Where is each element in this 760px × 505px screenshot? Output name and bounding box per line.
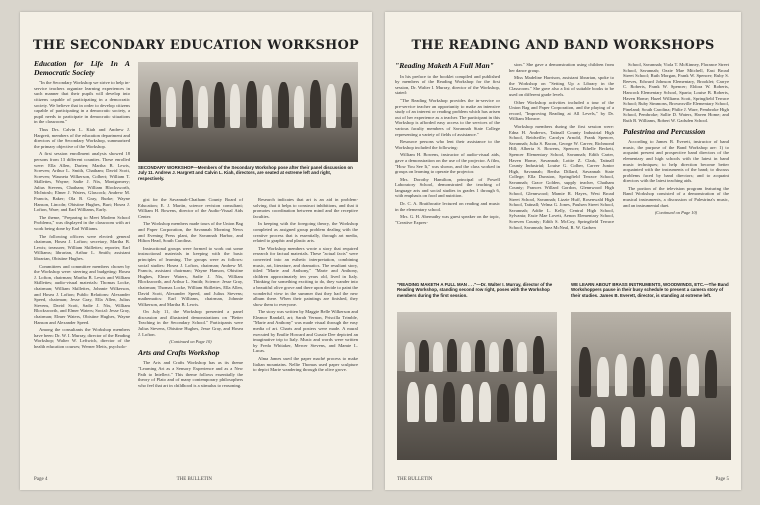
paragraph: Alma James used the paper maché process to make Italian mountains. Nellie Thomas used paper sculpture to depict Marie wandering through the olive grove. bbox=[253, 356, 358, 373]
paragraph: Workshop members during the first session were: Edna H. Andrews, Tattnall County Industrial High School, Reidsville; Carolyn Arnold, Frank Spencer, Savannah; Julia S. Bacon, George W. Carver, Richmond Hill; Alberta S. Bowens, Spencer; Ethelle Beckett, Spencer Elementary School, Savannah; Edith Carter, Haven Home, Savannah; Lottie Z. Clark, Tattnall County Industrial; Louise G. Colber, Carver Junior High, Savannah; Bertha Dillard, Savannah State College; Ella Dunston, Springfield Terrace School, Savannah; Grace Golden, supply teacher, Chatham County; Frances Willard Gordon, Glennwood High School, Glennwood; Mamie R. Hayes, West Broad Street School, Savannah; Lizzie Huff, Rosenwald High School, Tattnall; Velma G. Jones, Paulsen Street School, Savannah; Addie L. Kelly, Central High School, Sylvania; Essie Mae Lovett, Aenon Elementary School, Screven County; Edith S. McCoy, Springfield Terrace School, Savannah; Inez McNeal, R. W. Gadsen bbox=[509, 123, 614, 230]
paragraph: William H. Bowens, instructor of audio-visual aids, gave a demonstration on the use of the projector. A film, "How You See It," was shown, and the class worked in groups on learning to operate the projector. bbox=[395, 152, 500, 175]
paragraph: "The Reading Workshop provides the in-service or pre-service teacher an opportunity to make an intensive study of an interest or reading problem which has arisen out of her experience as a teacher. The participant in this Workshop is afforded easy access to the services of the various faculty members of Savannah State College representing a variety of fields of assistance." bbox=[395, 97, 500, 137]
band-workshop-photo bbox=[571, 312, 731, 460]
left-column-2 bbox=[138, 197, 243, 462]
paragraph: Resource persons who lent their assistance to the Workshop included the following: bbox=[395, 139, 500, 150]
right-page-title: THE READING AND BAND WORKSHOPS bbox=[411, 38, 715, 53]
reading-photo-caption: "READING MAKETH A FULL MAN . . ."—Dr. Walter I. Murray, director of the Reading Workshop, standing second row right, poses with the Workshop members during the first session. bbox=[397, 282, 553, 298]
paragraph: Among the consultants the Workshop members have been: Dr. W. I. Murray, director of the Reading Workshop; Walter W. Leftwich, director of the health education courses; Werner Metts, psycholo- bbox=[34, 327, 131, 349]
band-photo-caption: WE LEARN ABOUT BRASS INSTRUMENTS, WOODWINDS, ETC.—The Band Workshoppers pause in their busy schedule to present a camera story of their studies. James B. Everett, director, is standing at extreme left. bbox=[571, 282, 729, 298]
continued-note: (Continued on Page 10) bbox=[169, 339, 212, 345]
paragraph: The portion of the television program featuring the Band Workshop consisted of a demonstration of the musical instruments, a discussion of Palestrina's music, and an instrumental duet. bbox=[623, 185, 729, 208]
paragraph: Research indicates that art is an aid in problem-solving, that it helps to construct inhibitions, and that it promotes coordination between mind and the receptive faculties. bbox=[253, 197, 358, 219]
paragraph: Instructional groups were formed to work out some instructional materials in keeping with the basic principles of learning. The groups were as follows: social studies: Hosea J. Lofton, chairman; Andrew M. Francis, assistant chairman; Wayne Hanson, Obistine Hughes, Elmer Waters, Sadie J. Nix, William Blocksworth, and Arthur L. Smith; Science: Jesse Gray, chairman; Thomas Locke, William Skillettes, Ella Allen, David Scott, Alexander Speed, and Julius Stevens; mathematics: Earl Williams, chairman, Johnnie Wilkerson, and Martha B. Lewis. bbox=[138, 245, 243, 307]
col1-heading: Education for Life In A Democratic Society bbox=[34, 59, 130, 77]
paragraph: The story was written by Maggie Belle Wilkerson and Eleanor Randall, art; Sarah Vernon, Priscilla Trimble, "Marie and Anthony" was made visual through the easy media of art. Charts and posters were made. A mural executed by Emilie Howard and Gussie Dee depicted an imaginative trip to Italy. Music and words were written by Freda Whitaker, Mercer Stevens, and Mamie L. Lucas. bbox=[253, 309, 358, 354]
paragraph: The Arts and Crafts Workshop has as its theme "Learning Art as a Sensory Experience and as a New Path to Intellect." This theme follows essentially the theory of Plato and of many contemporary philosophers who feel that art in childhood is a stimulus to reasoning. bbox=[138, 360, 243, 388]
paragraph: Committees and committee members chosen by the Workshop were: steering and budgeting: Hosea J. Lofton, chairman; Martha B. Lewis and William Skillettes; audio-visual materials: Thomas Locke, chairman; William Skillettes, Johnnie Wilkerson, and Hosea J. Lofton; Public Relations: Alexander Speed, chairman; Jesse Gray, Ella Allen, Julius Stevens, David Scott, Sadie J. Nix, William Blocksworth, and Elmer Waters; Social: Jesse Gray, chairman; Elmer Waters, Obistine Hughes, Wayne Hanson and Alexander Speed. bbox=[34, 263, 130, 325]
paragraph: According to James B. Everett, instructor of band music, the purpose of the Band Workshop are: 1) to acquaint present and prospective band directors of the elementary and high schools with the latest in band music techniques; to help direction become better acquainted with the instruments of the band; to discuss problems faced by band directors; and to acquaint directors with the latest teaching aids. bbox=[623, 139, 729, 184]
publication-name: THE BULLETIN bbox=[397, 477, 433, 482]
paragraph: A first session enrollment analysis showed 18 persons from 13 different counties. These enrolled were: Ella Allen, Darien; Martha B. Lewis, Screven; Arthur L. Smith, Chatham; David Scott, Screven; Wauneta Wilkerson, Colbert; William T. Skillettes, Wayne; Sadie J. Nix, Montgomery; Julius Stevens, Chatham; William Blocksworth, McIntosh; Elmer J. Waters, Glascock; Andrew M. Francis, Baker; Ola B. Gray, Burke; Wayne Hanson, Lincoln; Obistine Hughes, Burt; Hosea J. Lofton, Ware; and Earl Williams, Early. bbox=[34, 151, 130, 213]
paragraph: On July 11, the Workshop presented a panel discussion and illustrated demonstrations on "Better Teaching in the Secondary School." Participants were Julius Stevens, Obistine Hughes, Jesse Gray, and Hosea J. Lofton. bbox=[138, 309, 243, 337]
right-column-1 bbox=[395, 62, 500, 277]
paragraph: The Workshop members wrote a story that required research for factual materials. These "actual facts" were converted into an esthetic interpretation, combining music, art, literature, and dramatics. The resultant story, titled "Marie and Anthony," "Marie and Anthony, children approximately ten years old, lived in Italy. Thinking for something exciting to do, they wander into a beautiful olive grove and there upon decide to paint the wonderful view in the summer that they had the new album there. When their paintings are finished, they show them to everyone. bbox=[253, 245, 358, 307]
photo-caption: SECONDARY WORKSHOP—Members of the Secondary Workshop pose after their panel discussion on July 11. Andrew J. Hargrett and Calvin L. Kiah, directors, are seated at extreme left and right, respectively. bbox=[138, 165, 353, 181]
paragraph: Mrs. Dorothy Hamilton, principal of Powell Laboratory School, demonstrated the teaching of language arts and social studies in grades 1 through 6, with emphasis on food and nutrition. bbox=[395, 176, 500, 199]
right-page bbox=[385, 12, 741, 490]
secondary-workshop-photo bbox=[138, 62, 358, 162]
paragraph: Mrs. G. H. Abernathy was guest speaker on the topic, "Creative Expres- bbox=[395, 214, 500, 225]
continued-note: (Continued on Page 10) bbox=[654, 210, 698, 216]
page-number: Page 4 bbox=[34, 477, 48, 482]
left-page bbox=[20, 12, 372, 490]
publication-name: THE BULLETIN bbox=[176, 477, 212, 482]
paragraph: The Workshop members made tours of the Union Bag and Paper Corporation, the Savannah Morning News and Evening Press plant, the Savannah Harbor, and Hilton Head, South Carolina. bbox=[138, 221, 243, 244]
paragraph: sion." She gave a demonstration using children from her dance group. bbox=[509, 62, 614, 73]
right-column-2 bbox=[509, 62, 614, 277]
paragraph: Other Workshop activities included a tour of the Union Bag and Paper Corporation, and the playing of a record, "Improving Reading at All Levels," by Dr. William Monroe. bbox=[509, 99, 614, 122]
col1-heading: "Reading Maketh A Full Man" bbox=[395, 61, 494, 70]
paragraph: gist for the Savannah-Chatham County Board of Education; E. J. Martin, science revision consultant; William H. Bowens, director of the Audio-Visual Aids Center. bbox=[138, 197, 243, 219]
paragraph: The theme, "Preparing to Meet Modern School Problems," was displayed in the classroom with art work being done by Earl Williams. bbox=[34, 214, 130, 232]
right-column-3 bbox=[623, 62, 729, 277]
paragraph: Thus Drs. Calvin L. Kiah and Andrew J. Hargrett, members of the education department and directors of the Secondary Workshop, summarized the primary objective of the Workshop. bbox=[34, 126, 130, 149]
col3-heading: Palestrina and Percussion bbox=[623, 126, 706, 136]
left-column-1 bbox=[34, 60, 130, 462]
paragraph: "In the Secondary Workshop we strive to help in-service teachers organize learning experiences in such manner that their pupils will develop into citizens capable of participating in a democratic society. We believe that in order to develop citizens capable of participating in a democratic society, a pupil needs to participate in democratic situations in the classroom." bbox=[34, 80, 130, 125]
col2-heading: Arts and Crafts Workshop bbox=[138, 347, 220, 357]
paragraph: Dr. C. A. Braithwaite lectured on reading and music in the elementary school. bbox=[395, 201, 500, 212]
paragraph: In keeping with the foregoing theory, the Workshop completed as assigned group problem dealing with the creative process that is essentially, through art media, related to graphic and plastic arts. bbox=[253, 221, 358, 244]
left-page-title: THE SECONDARY EDUCATION WORKSHOP bbox=[33, 38, 359, 53]
left-column-3 bbox=[253, 197, 358, 462]
paragraph: School, Savannah; Viola T. McKinney, Florance Street School, Savannah; Ozzie Mae Mitchell, East Broad Street School; Ruth Morgan, Frank W. Spencer; Ruby S. Reeves, Edward Johnson Elementary, Brooklet; Carrye C. Roberts, Frank W. Spencer; Eldora W. Roberts, Hancock Elementary School, Sparta; Louise B. Roberts, Haven Home; Hazel Williams Scott, Springfield Terrace School; Ruby Simmons, Brownsville Elementary School, Pineland; South Carolina; Philie J. Ware, Pembroke High School, Pembroke; Sallie D. Waters, Haven Home; and Ruth B. Williams, Robert W. Gadsden School. bbox=[623, 62, 729, 123]
page-number: Page 5 bbox=[715, 477, 729, 482]
paragraph: In his preface to the booklet compiled and published by members of the Reading Workshop for the first session, Dr. Walter I. Murray, director of the Workshop, stated: bbox=[395, 73, 500, 96]
paragraph: Miss Madeline Harrison, assistant librarian, spoke to the Workshop on "Setting Up a Library in the Classroom." She gave also a list of suitable books to be used on different grade levels. bbox=[509, 75, 614, 97]
paragraph: The following officers were elected: general chairman, Hosea J. Lofton; secretary, Martha B. Lewis; treasurer, William Skillettes; reporter, Earl Williams; librarian, Arthur L. Smith; assistant librarian, Obistine Hughes. bbox=[34, 233, 130, 261]
reading-workshop-photo bbox=[397, 312, 557, 460]
